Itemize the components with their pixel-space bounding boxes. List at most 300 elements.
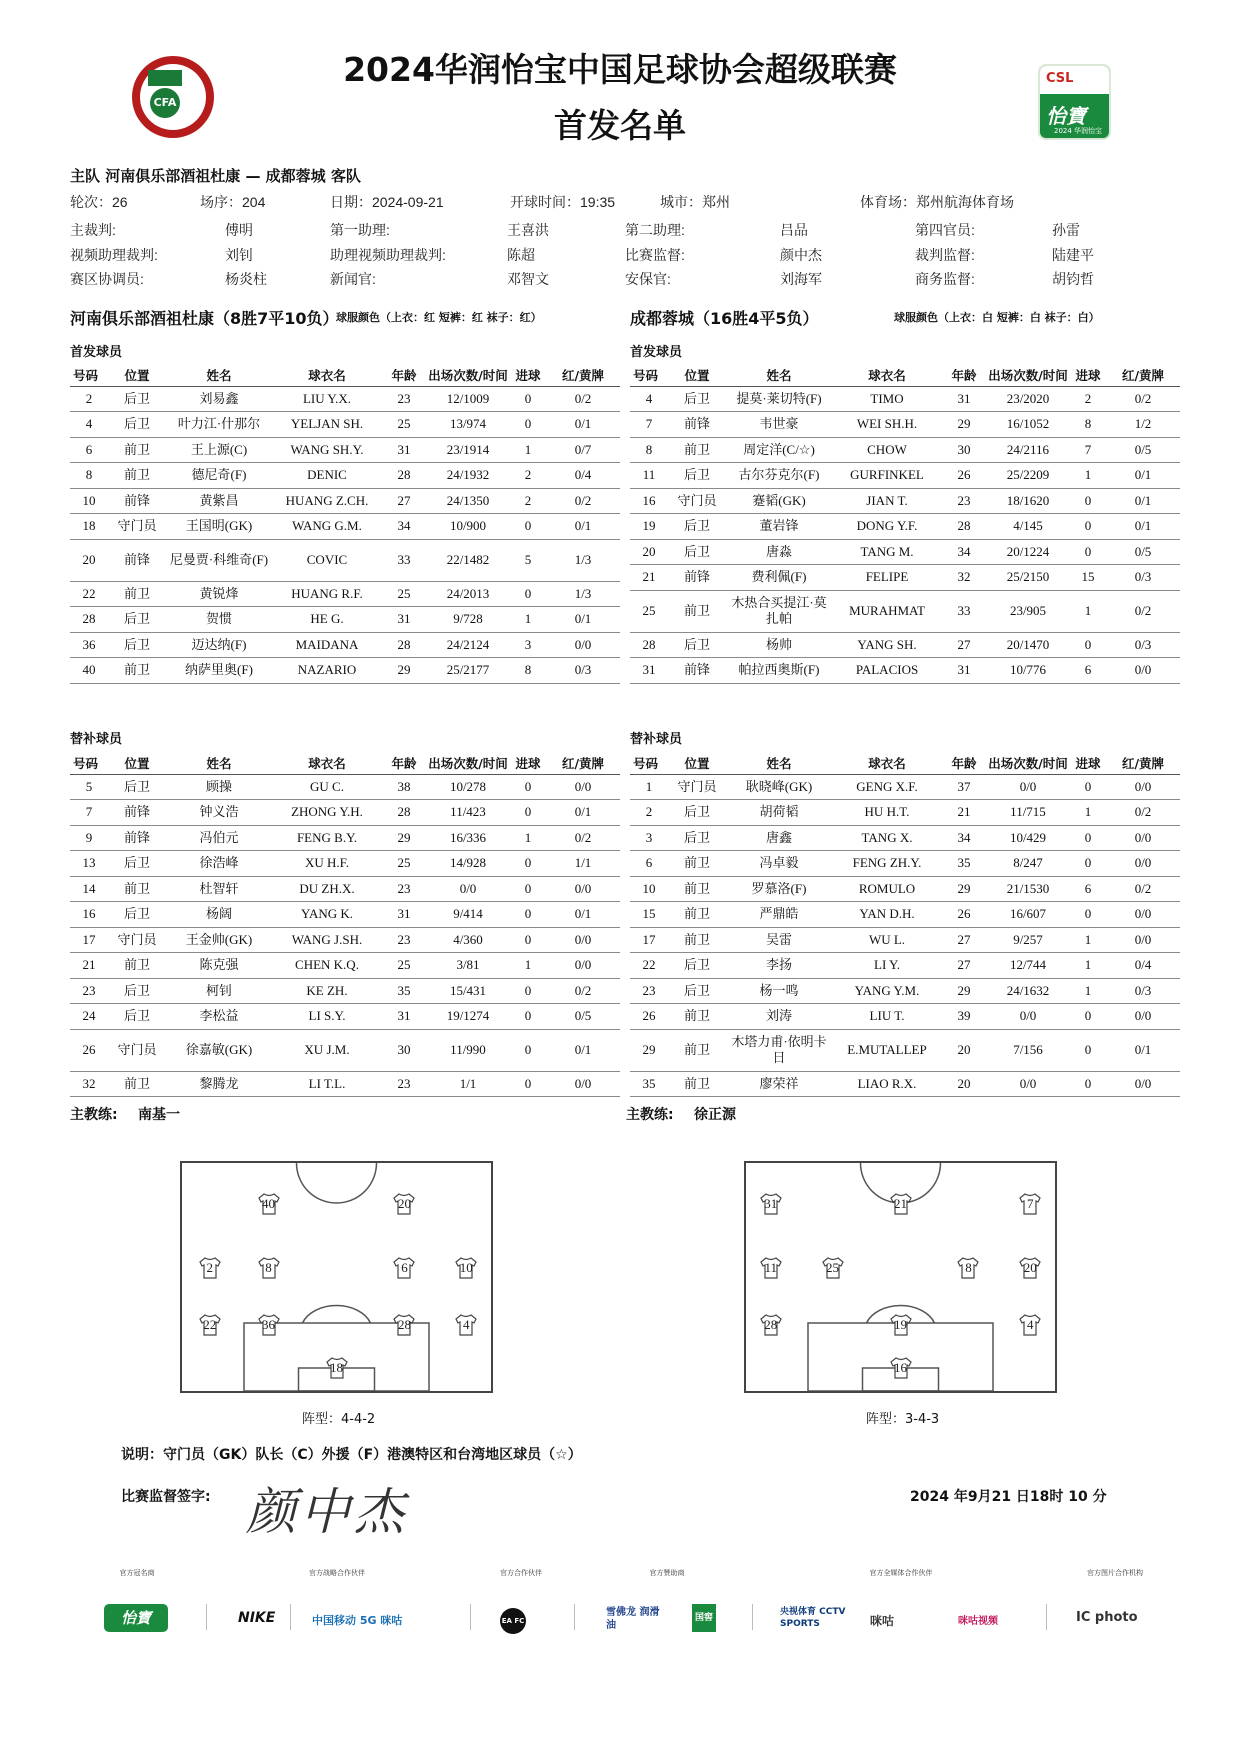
table-cell: 0 — [1070, 1071, 1106, 1097]
table-cell: 3/81 — [426, 953, 510, 979]
table-cell: 1 — [1070, 927, 1106, 953]
away-starters-label: 首发球员 — [630, 345, 683, 360]
table-cell: HUANG Z.CH. — [272, 488, 382, 514]
table-cell: 38 — [382, 774, 426, 800]
table-cell: 0 — [510, 876, 546, 902]
table-cell: 23 — [70, 978, 108, 1004]
table-cell: 前卫 — [108, 1071, 166, 1097]
table-row — [630, 774, 1180, 800]
table-cell: 0/3 — [1106, 565, 1180, 591]
table-header-row — [630, 752, 1180, 774]
table-cell: 1/2 — [1106, 412, 1180, 438]
table-cell: 31 — [382, 1004, 426, 1030]
column-header: 姓名 — [726, 752, 832, 774]
table-cell: 7 — [1070, 437, 1106, 463]
official-role: 视频助理裁判: — [70, 247, 158, 263]
table-cell: 23/2020 — [986, 386, 1070, 412]
sponsor-logo-migu: 咪咕 — [870, 1614, 895, 1628]
pitch-player-shirt — [821, 1257, 845, 1279]
sponsor-label-photo: 官方图片合作机构 — [1087, 1569, 1143, 1577]
table-cell: 20/1224 — [986, 539, 1070, 565]
column-header: 红/黄牌 — [1106, 364, 1180, 386]
table-cell: 7 — [630, 412, 668, 438]
table-cell: 27 — [382, 488, 426, 514]
table-cell: 1 — [510, 953, 546, 979]
official-role: 助理视频助理裁判: — [330, 247, 446, 263]
table-row — [70, 927, 620, 953]
shirt-number: 31 — [764, 1196, 778, 1212]
table-cell: 20/1470 — [986, 632, 1070, 658]
table-cell: 30 — [942, 437, 986, 463]
table-row — [630, 632, 1180, 658]
match-kickoff: 开球时间：19:35 — [510, 194, 616, 210]
table-cell: MURAHMAT — [832, 590, 942, 632]
table-cell: 3 — [510, 632, 546, 658]
column-header: 位置 — [108, 752, 166, 774]
table-cell: NAZARIO — [272, 658, 382, 684]
table-cell: 0 — [1070, 632, 1106, 658]
table-cell: 24/2013 — [426, 581, 510, 607]
table-cell: 0/2 — [1106, 800, 1180, 826]
table-cell: 20 — [942, 1029, 986, 1071]
table-cell: FENG B.Y. — [272, 825, 382, 851]
table-cell: 李扬 — [726, 953, 832, 979]
table-cell: 黄锐烽 — [166, 581, 272, 607]
table-cell: 1 — [510, 607, 546, 633]
table-cell: 6 — [630, 851, 668, 877]
table-cell: 1 — [510, 825, 546, 851]
sponsor-logo-chevron: 雪佛龙 润滑油 — [606, 1607, 660, 1631]
table-cell: 1 — [630, 774, 668, 800]
table-cell: 0 — [1070, 539, 1106, 565]
column-header: 年龄 — [942, 752, 986, 774]
official-name: 胡钧哲 — [1052, 271, 1094, 287]
table-row — [70, 978, 620, 1004]
table-cell: 9/414 — [426, 902, 510, 928]
table-cell: 1/3 — [546, 539, 620, 581]
table-cell: 4 — [70, 412, 108, 438]
table-cell: 后卫 — [108, 412, 166, 438]
table-cell: 1 — [1070, 463, 1106, 489]
table-cell: 22 — [70, 581, 108, 607]
table-cell: 4/360 — [426, 927, 510, 953]
home-coach-label: 主教练: — [70, 1107, 118, 1123]
official-role: 比赛监督: — [625, 247, 685, 263]
table-cell: WEI SH.H. — [832, 412, 942, 438]
table-cell: 刘涛 — [726, 1004, 832, 1030]
table-cell: 0/1 — [546, 800, 620, 826]
table-cell: 10 — [70, 488, 108, 514]
table-row — [70, 825, 620, 851]
official-role: 第一助理: — [330, 222, 390, 238]
table-row — [70, 488, 620, 514]
table-cell: 16/336 — [426, 825, 510, 851]
table-cell: 16/607 — [986, 902, 1070, 928]
table-cell: 0/0 — [1106, 902, 1180, 928]
pitch-player-shirt — [198, 1257, 222, 1279]
table-cell: 冯卓毅 — [726, 851, 832, 877]
table-cell: 黄紫昌 — [166, 488, 272, 514]
table-row — [70, 774, 620, 800]
table-cell: 8 — [1070, 412, 1106, 438]
table-cell: 32 — [942, 565, 986, 591]
pitch-player-shirt — [257, 1193, 281, 1215]
table-cell: 4/145 — [986, 514, 1070, 540]
table-cell: 15/431 — [426, 978, 510, 1004]
table-cell: 0/0 — [986, 774, 1070, 800]
table-cell: 23 — [382, 876, 426, 902]
table-cell: 20 — [942, 1071, 986, 1097]
official-name: 杨炎柱 — [225, 271, 267, 287]
home-coach-name: 南基一 — [138, 1107, 180, 1123]
shirt-number: 2 — [206, 1259, 214, 1275]
table-cell: 0 — [510, 1004, 546, 1030]
table-cell: 1/1 — [546, 851, 620, 877]
column-header: 年龄 — [942, 364, 986, 386]
table-cell: ROMULO — [832, 876, 942, 902]
table-cell: 0/0 — [1106, 1004, 1180, 1030]
table-cell: 前锋 — [108, 539, 166, 581]
table-cell: WANG J.SH. — [272, 927, 382, 953]
table-cell: HUANG R.F. — [272, 581, 382, 607]
table-header-row — [70, 364, 620, 386]
table-cell: 31 — [382, 607, 426, 633]
table-cell: LI S.Y. — [272, 1004, 382, 1030]
table-cell: 23 — [942, 488, 986, 514]
table-cell: 0/3 — [546, 658, 620, 684]
table-cell: 19 — [630, 514, 668, 540]
table-row — [70, 539, 620, 581]
page-subtitle: 首发名单 — [554, 106, 686, 145]
table-cell: 37 — [942, 774, 986, 800]
sponsor-label-sponsor: 官方赞助商 — [649, 1569, 685, 1577]
table-cell: 28 — [630, 632, 668, 658]
table-cell: 1/1 — [426, 1071, 510, 1097]
table-cell: 34 — [942, 539, 986, 565]
table-header-row — [70, 752, 620, 774]
table-cell: 罗慕洛(F) — [726, 876, 832, 902]
home-starters-table — [70, 364, 620, 684]
column-header: 姓名 — [166, 364, 272, 386]
official-name: 孙雷 — [1052, 222, 1080, 238]
table-row — [630, 1071, 1180, 1097]
column-header: 年龄 — [382, 364, 426, 386]
table-cell: HU H.T. — [832, 800, 942, 826]
table-cell: 29 — [942, 412, 986, 438]
table-cell: 0/0 — [546, 927, 620, 953]
table-cell: 董岩锋 — [726, 514, 832, 540]
column-header: 号码 — [70, 364, 108, 386]
table-row — [630, 590, 1180, 632]
away-kit-colors: 球服颜色（上衣：白 短裤：白 袜子：白） — [894, 311, 1100, 324]
table-cell: 0/2 — [546, 978, 620, 1004]
match-date: 日期：2024-09-21 — [330, 194, 444, 210]
table-cell: 34 — [382, 514, 426, 540]
table-cell: 后卫 — [108, 774, 166, 800]
table-cell: 5 — [70, 774, 108, 800]
table-cell: 后卫 — [108, 1004, 166, 1030]
table-cell: CHEN K.Q. — [272, 953, 382, 979]
table-row — [70, 463, 620, 489]
pitch-player-shirt — [257, 1314, 281, 1336]
table-cell: 6 — [70, 437, 108, 463]
table-cell: 23 — [382, 1071, 426, 1097]
away-formation-pitch — [744, 1161, 1057, 1393]
table-cell: 10/429 — [986, 825, 1070, 851]
table-cell: 0 — [510, 581, 546, 607]
pitch-player-shirt — [454, 1314, 478, 1336]
table-cell: 8 — [510, 658, 546, 684]
table-cell: 0/0 — [986, 1071, 1070, 1097]
column-header: 号码 — [630, 752, 668, 774]
table-cell: 28 — [382, 463, 426, 489]
table-cell: LIAO R.X. — [832, 1071, 942, 1097]
table-cell: 0/2 — [1106, 386, 1180, 412]
pitch-player-shirt — [759, 1193, 783, 1215]
pitch-player-shirt — [889, 1357, 913, 1379]
table-cell: 22/1482 — [426, 539, 510, 581]
table-cell: 0 — [1070, 902, 1106, 928]
column-header: 进球 — [1070, 364, 1106, 386]
table-cell: 前卫 — [668, 851, 726, 877]
away-team-name: 成都蓉城（16胜4平5负） — [630, 309, 819, 328]
table-cell: 25 — [630, 590, 668, 632]
official-name: 吕品 — [780, 222, 808, 238]
table-row — [630, 927, 1180, 953]
shirt-number: 22 — [203, 1316, 217, 1332]
table-cell: GU C. — [272, 774, 382, 800]
signature-label: 比赛监督签字: — [121, 1489, 211, 1505]
column-header: 球衣名 — [272, 752, 382, 774]
table-cell: 刘易鑫 — [166, 386, 272, 412]
table-cell: 28 — [70, 607, 108, 633]
table-cell: 15 — [630, 902, 668, 928]
table-cell: 0/2 — [1106, 876, 1180, 902]
pitch-player-shirt — [1018, 1193, 1042, 1215]
table-cell: 0 — [510, 1029, 546, 1071]
table-cell: 12/744 — [986, 953, 1070, 979]
table-cell: 29 — [942, 876, 986, 902]
table-cell: 29 — [942, 978, 986, 1004]
shirt-number: 20 — [397, 1196, 411, 1212]
match-round: 轮次：26 — [70, 194, 128, 210]
table-cell: XU J.M. — [272, 1029, 382, 1071]
table-cell: 22 — [630, 953, 668, 979]
table-cell: 后卫 — [668, 463, 726, 489]
column-header: 号码 — [630, 364, 668, 386]
table-cell: 后卫 — [108, 607, 166, 633]
pitch-player-shirt — [392, 1257, 416, 1279]
shirt-number: 8 — [965, 1259, 972, 1275]
table-cell: 28 — [382, 632, 426, 658]
table-header-row — [630, 364, 1180, 386]
table-cell: 0/1 — [546, 1029, 620, 1071]
table-cell: 24/2116 — [986, 437, 1070, 463]
table-cell: 顾操 — [166, 774, 272, 800]
table-cell: JIAN T. — [832, 488, 942, 514]
pitch-player-shirt — [325, 1357, 349, 1379]
table-cell: 39 — [942, 1004, 986, 1030]
table-cell: 11 — [630, 463, 668, 489]
table-cell: 前卫 — [108, 437, 166, 463]
table-cell: 0/0 — [1106, 1071, 1180, 1097]
table-cell: 31 — [942, 658, 986, 684]
official-name: 颜中杰 — [780, 247, 822, 263]
legend-note: 说明：守门员（GK）队长（C）外援（F）港澳特区和台湾地区球员（☆） — [121, 1447, 582, 1463]
official-name: 刘钊 — [225, 247, 253, 263]
table-cell: 40 — [70, 658, 108, 684]
table-cell: 0/3 — [1106, 632, 1180, 658]
table-row — [630, 902, 1180, 928]
table-cell: 0/0 — [426, 876, 510, 902]
table-cell: 0/4 — [546, 463, 620, 489]
table-cell: 6 — [1070, 658, 1106, 684]
table-cell: 德尼奇(F) — [166, 463, 272, 489]
table-cell: 24/1350 — [426, 488, 510, 514]
official-role: 裁判监督: — [915, 247, 975, 263]
table-cell: 杨一鸣 — [726, 978, 832, 1004]
table-cell: 徐浩峰 — [166, 851, 272, 877]
table-cell: E.MUTALLEP — [832, 1029, 942, 1071]
table-cell: 2 — [1070, 386, 1106, 412]
table-cell: 5 — [510, 539, 546, 581]
table-cell: DENIC — [272, 463, 382, 489]
table-cell: 29 — [382, 825, 426, 851]
table-cell: 16 — [630, 488, 668, 514]
official-role: 第二助理: — [625, 222, 685, 238]
table-cell: 0 — [1070, 774, 1106, 800]
cfa-logo: CFA — [132, 56, 214, 138]
table-row — [630, 514, 1180, 540]
column-header: 球衣名 — [272, 364, 382, 386]
table-row — [630, 565, 1180, 591]
table-cell: 前卫 — [668, 1029, 726, 1071]
table-cell: 王上源(C) — [166, 437, 272, 463]
table-cell: 0/1 — [1106, 1029, 1180, 1071]
table-cell: 20 — [70, 539, 108, 581]
table-cell: 0/2 — [546, 488, 620, 514]
table-cell: 0/5 — [1106, 539, 1180, 565]
table-cell: 7/156 — [986, 1029, 1070, 1071]
table-cell: 23/1914 — [426, 437, 510, 463]
table-cell: 0 — [510, 386, 546, 412]
sponsor-label-partner: 官方合作伙伴 — [500, 1569, 542, 1577]
sponsor-logo-yibao: 怡寶 — [104, 1604, 168, 1632]
table-cell: 柯钊 — [166, 978, 272, 1004]
sponsor-label-media: 官方全媒体合作伙伴 — [869, 1569, 933, 1577]
table-cell: 后卫 — [108, 386, 166, 412]
table-cell: 守门员 — [668, 774, 726, 800]
signature-date: 2024 年9月21 日18时 10 分 — [910, 1489, 1107, 1505]
table-cell: 31 — [942, 386, 986, 412]
table-cell: 0/1 — [546, 902, 620, 928]
table-cell: 0 — [510, 927, 546, 953]
table-row — [630, 488, 1180, 514]
table-cell: DU ZH.X. — [272, 876, 382, 902]
table-cell: YANG K. — [272, 902, 382, 928]
table-cell: 纳萨里奥(F) — [166, 658, 272, 684]
shirt-number: 18 — [330, 1360, 343, 1376]
table-cell: 前卫 — [668, 590, 726, 632]
table-cell: LI Y. — [832, 953, 942, 979]
table-cell: 0 — [510, 774, 546, 800]
sponsor-logo-ea-fc: EA FC — [500, 1608, 526, 1634]
away-coach-label: 主教练: — [626, 1107, 674, 1123]
table-cell: 0/0 — [1106, 927, 1180, 953]
table-cell: TANG M. — [832, 539, 942, 565]
table-cell: 0/0 — [1106, 851, 1180, 877]
table-cell: 16/1052 — [986, 412, 1070, 438]
table-cell: 冯伯元 — [166, 825, 272, 851]
table-cell: 23/905 — [986, 590, 1070, 632]
column-header: 球衣名 — [832, 364, 942, 386]
home-subs-label: 替补球员 — [70, 732, 123, 747]
column-header: 进球 — [510, 364, 546, 386]
table-cell: 廖荣祥 — [726, 1071, 832, 1097]
table-cell: 周定洋(C/☆) — [726, 437, 832, 463]
table-cell: 21 — [630, 565, 668, 591]
pitch-player-shirt — [392, 1193, 416, 1215]
table-cell: COVIC — [272, 539, 382, 581]
table-cell: 后卫 — [108, 851, 166, 877]
table-cell: 前锋 — [668, 658, 726, 684]
table-cell: 10/776 — [986, 658, 1070, 684]
table-cell: 耿晓峰(GK) — [726, 774, 832, 800]
table-cell: ZHONG Y.H. — [272, 800, 382, 826]
table-cell: MAIDANA — [272, 632, 382, 658]
table-cell: 27 — [942, 632, 986, 658]
table-cell: 守门员 — [108, 927, 166, 953]
sponsor-logo-ic-photo: IC photo — [1076, 1610, 1138, 1625]
table-row — [630, 851, 1180, 877]
table-cell: 费利佩(F) — [726, 565, 832, 591]
table-cell: 0/1 — [1106, 514, 1180, 540]
table-cell: 24 — [70, 1004, 108, 1030]
table-cell: 迈达纳(F) — [166, 632, 272, 658]
pitch-player-shirt — [392, 1314, 416, 1336]
table-row — [630, 978, 1180, 1004]
table-cell: 30 — [382, 1029, 426, 1071]
table-cell: 0 — [510, 412, 546, 438]
shirt-number: 11 — [764, 1259, 777, 1275]
table-cell: 叶力江·什那尔 — [166, 412, 272, 438]
sponsor-logo-cctv-sports: 央视体育 CCTV SPORTS — [780, 1607, 846, 1629]
table-cell: 10/278 — [426, 774, 510, 800]
table-row — [70, 1029, 620, 1071]
table-cell: 9/257 — [986, 927, 1070, 953]
table-cell: 25/2150 — [986, 565, 1070, 591]
table-cell: 21 — [70, 953, 108, 979]
table-cell: YANG Y.M. — [832, 978, 942, 1004]
table-row — [70, 876, 620, 902]
away-subs-table — [630, 752, 1180, 1097]
table-cell: 贺惯 — [166, 607, 272, 633]
table-cell: 27 — [942, 927, 986, 953]
table-cell: KE ZH. — [272, 978, 382, 1004]
table-cell: TANG X. — [832, 825, 942, 851]
table-cell: 前锋 — [108, 800, 166, 826]
table-row — [630, 539, 1180, 565]
table-cell: 王金帅(GK) — [166, 927, 272, 953]
table-cell: 0/0 — [546, 1071, 620, 1097]
away-starters-table — [630, 364, 1180, 684]
table-cell: 16 — [70, 902, 108, 928]
table-cell: 1 — [1070, 590, 1106, 632]
table-cell: 0/0 — [546, 876, 620, 902]
table-cell: 0 — [1070, 851, 1106, 877]
pitch-player-shirt — [956, 1257, 980, 1279]
shirt-number: 4 — [1027, 1316, 1034, 1332]
